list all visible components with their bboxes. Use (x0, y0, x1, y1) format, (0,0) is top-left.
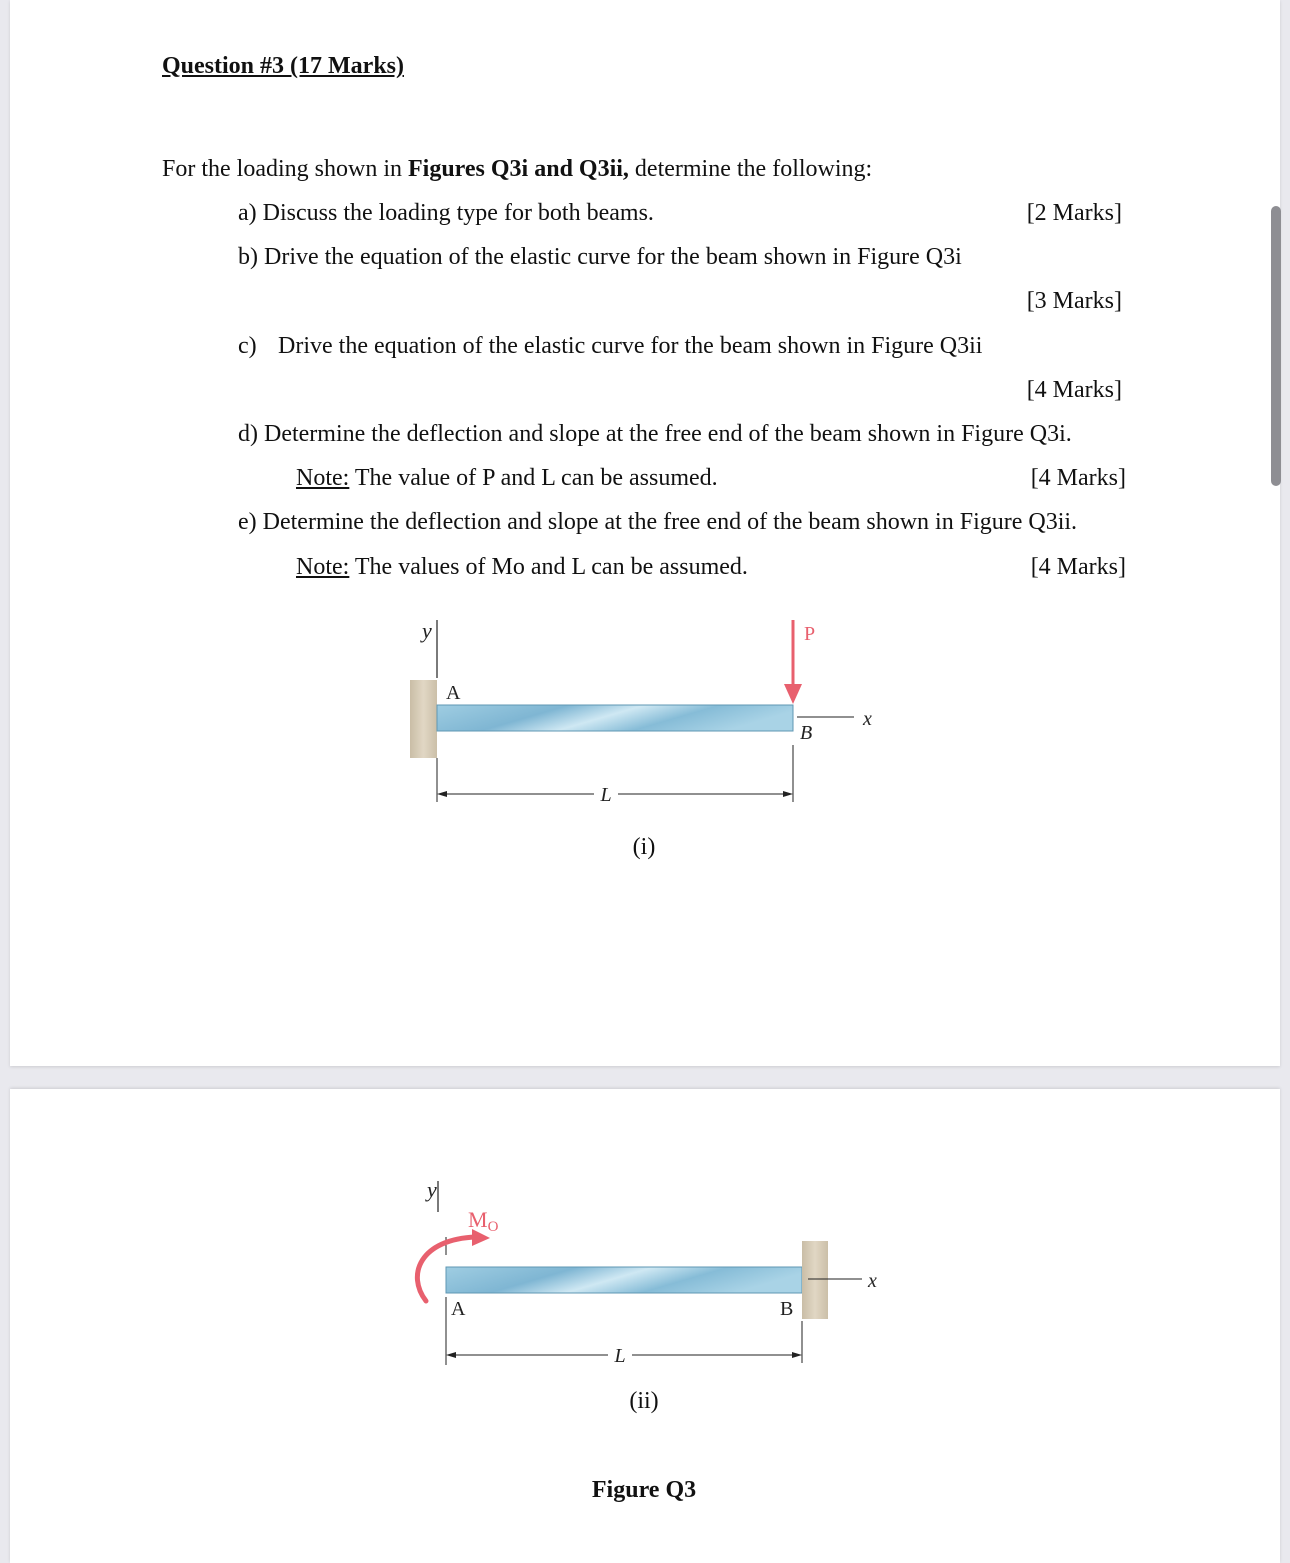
part-d-marks: [4 Marks] (1030, 465, 1126, 491)
fig2-dim-arrow-left (446, 1352, 456, 1358)
fig1-beam (437, 705, 793, 731)
fig2-moment-label: MO (468, 1207, 499, 1235)
part-e-text: e) Determine the deflection and slope at the free end of the beam shown in Figure Q3ii. (238, 509, 1078, 535)
vertical-scrollbar[interactable] (1271, 206, 1281, 486)
part-e-marks: [4 Marks] (1030, 554, 1126, 580)
part-d-text: d) Determine the deflection and slope at the free end of the beam shown in Figure Q3i. (238, 421, 1072, 447)
part-b-marks: [3 Marks] (1026, 288, 1122, 314)
fig2-end-a-label: A (451, 1298, 466, 1320)
part-a-marks: [2 Marks] (1026, 200, 1122, 226)
fig2-beam (446, 1267, 802, 1293)
fig2-end-b-label: B (780, 1298, 794, 1320)
question-heading: Question #3 (17 Marks) (162, 53, 404, 79)
part-b-text: b) Drive the equation of the elastic curve for the beam shown in Figure Q3i (238, 244, 962, 270)
fig2-x-label: x (868, 1270, 877, 1292)
fig1-x-label: x (863, 708, 872, 730)
fig2-y-label: y (427, 1177, 437, 1202)
part-e-note: Note: The values of Mo and L can be assumed. (296, 554, 748, 580)
document-page-1 (10, 0, 1280, 1066)
fig1-dim-arrow-right (783, 791, 793, 797)
fig2-length-label: L (614, 1345, 626, 1367)
fig1-load-arrowhead (784, 684, 802, 704)
part-d-note: Note: The value of P and L can be assumed. (296, 465, 718, 491)
fig1-caption: (i) (632, 834, 656, 860)
fig1-y-label: y (422, 618, 432, 643)
fig1-end-a-label: A (446, 682, 461, 704)
part-c-label: c) (238, 333, 257, 359)
fig1-fixed-support (410, 680, 437, 758)
fig1-length-label: L (600, 784, 612, 806)
fig2-fixed-support (802, 1241, 828, 1319)
question-intro: For the loading shown in Figures Q3i and Q3ii, determine the following: (162, 156, 873, 182)
fig2-caption: (ii) (629, 1388, 659, 1414)
part-c-text: Drive the equation of the elastic curve for the beam shown in Figure Q3ii (278, 333, 983, 359)
figure-q3i (10, 600, 1280, 1060)
part-a-text: a) Discuss the loading type for both beams. (238, 200, 654, 226)
fig1-dim-arrow-left (437, 791, 447, 797)
figure-q3ii (10, 1089, 1280, 1563)
fig1-end-b-label: B (800, 722, 813, 744)
fig2-dim-arrow-right (792, 1352, 802, 1358)
document-page-2 (10, 1089, 1280, 1563)
part-c-marks: [4 Marks] (1026, 377, 1122, 403)
figure-title: Figure Q3 (591, 1477, 697, 1503)
fig1-load-label: P (804, 623, 816, 645)
